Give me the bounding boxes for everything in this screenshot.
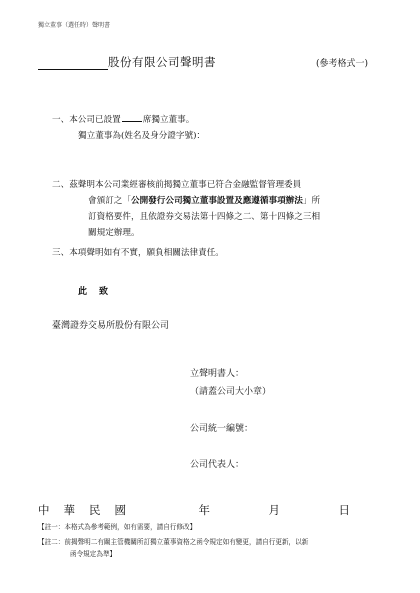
declarant-field: 立聲明書人：: [190, 369, 245, 379]
date-year: 年: [198, 503, 210, 517]
seal-note: （請蓋公司大小章）: [190, 387, 272, 397]
representative-field: 公司代表人：: [190, 460, 245, 470]
date-day: 日: [338, 503, 350, 517]
header-label: 獨立董事（選任時）聲明書: [38, 22, 111, 29]
item-2-line-3: 訂資格要件，且依證券交易法第十四條之二、第十四條之三相: [88, 212, 321, 222]
salutation: 此致: [78, 287, 121, 297]
date-country: 中華民國: [38, 503, 140, 517]
item-2-line-2-pre: 會頒訂之「: [88, 196, 131, 206]
company-id-field: 公司統一編號：: [190, 424, 254, 434]
document-title: 股份有限公司聲明書: [108, 55, 216, 69]
item-2-line-4: 關規定辦理。: [88, 228, 140, 238]
item-1-director-line: 獨立董事為(姓名及身分證字號)：: [78, 131, 206, 141]
date-month: 月: [268, 503, 280, 517]
item-2-line-2-post: 」所: [302, 196, 321, 206]
note-1: 【註一：本格式為參考範例，如有需要，請自行修改】: [38, 523, 197, 531]
item-3: 三、本項聲明如有不實，願負相關法律責任。: [52, 248, 224, 258]
date-line: [38, 502, 350, 518]
item-2-line-2: [88, 194, 320, 208]
item-1: [52, 113, 194, 127]
regulation-name: 公開發行公司獨立董事設置及應遵循事項辦法: [130, 196, 303, 206]
reference-format-label: (參考格式一): [316, 59, 369, 69]
item-1-prefix: 一、本公司已設置: [52, 115, 121, 125]
company-name-blank: [38, 58, 108, 70]
recipient: 臺灣證券交易所股份有限公司: [52, 321, 170, 331]
note-2-line-1: 【註二：前揭聲明二有關主管機關所訂獨立董事資格之函令規定如有變更，請自行更新，以新: [38, 538, 309, 546]
note-2-line-2: 函令規定為準】: [70, 550, 117, 558]
item-1-suffix: 席獨立董事。: [142, 115, 195, 125]
seat-count-blank: [122, 113, 142, 122]
item-2-line-1: 二、茲聲明本公司業經審核前揭獨立董事已符合金融監督管理委員: [52, 180, 302, 190]
